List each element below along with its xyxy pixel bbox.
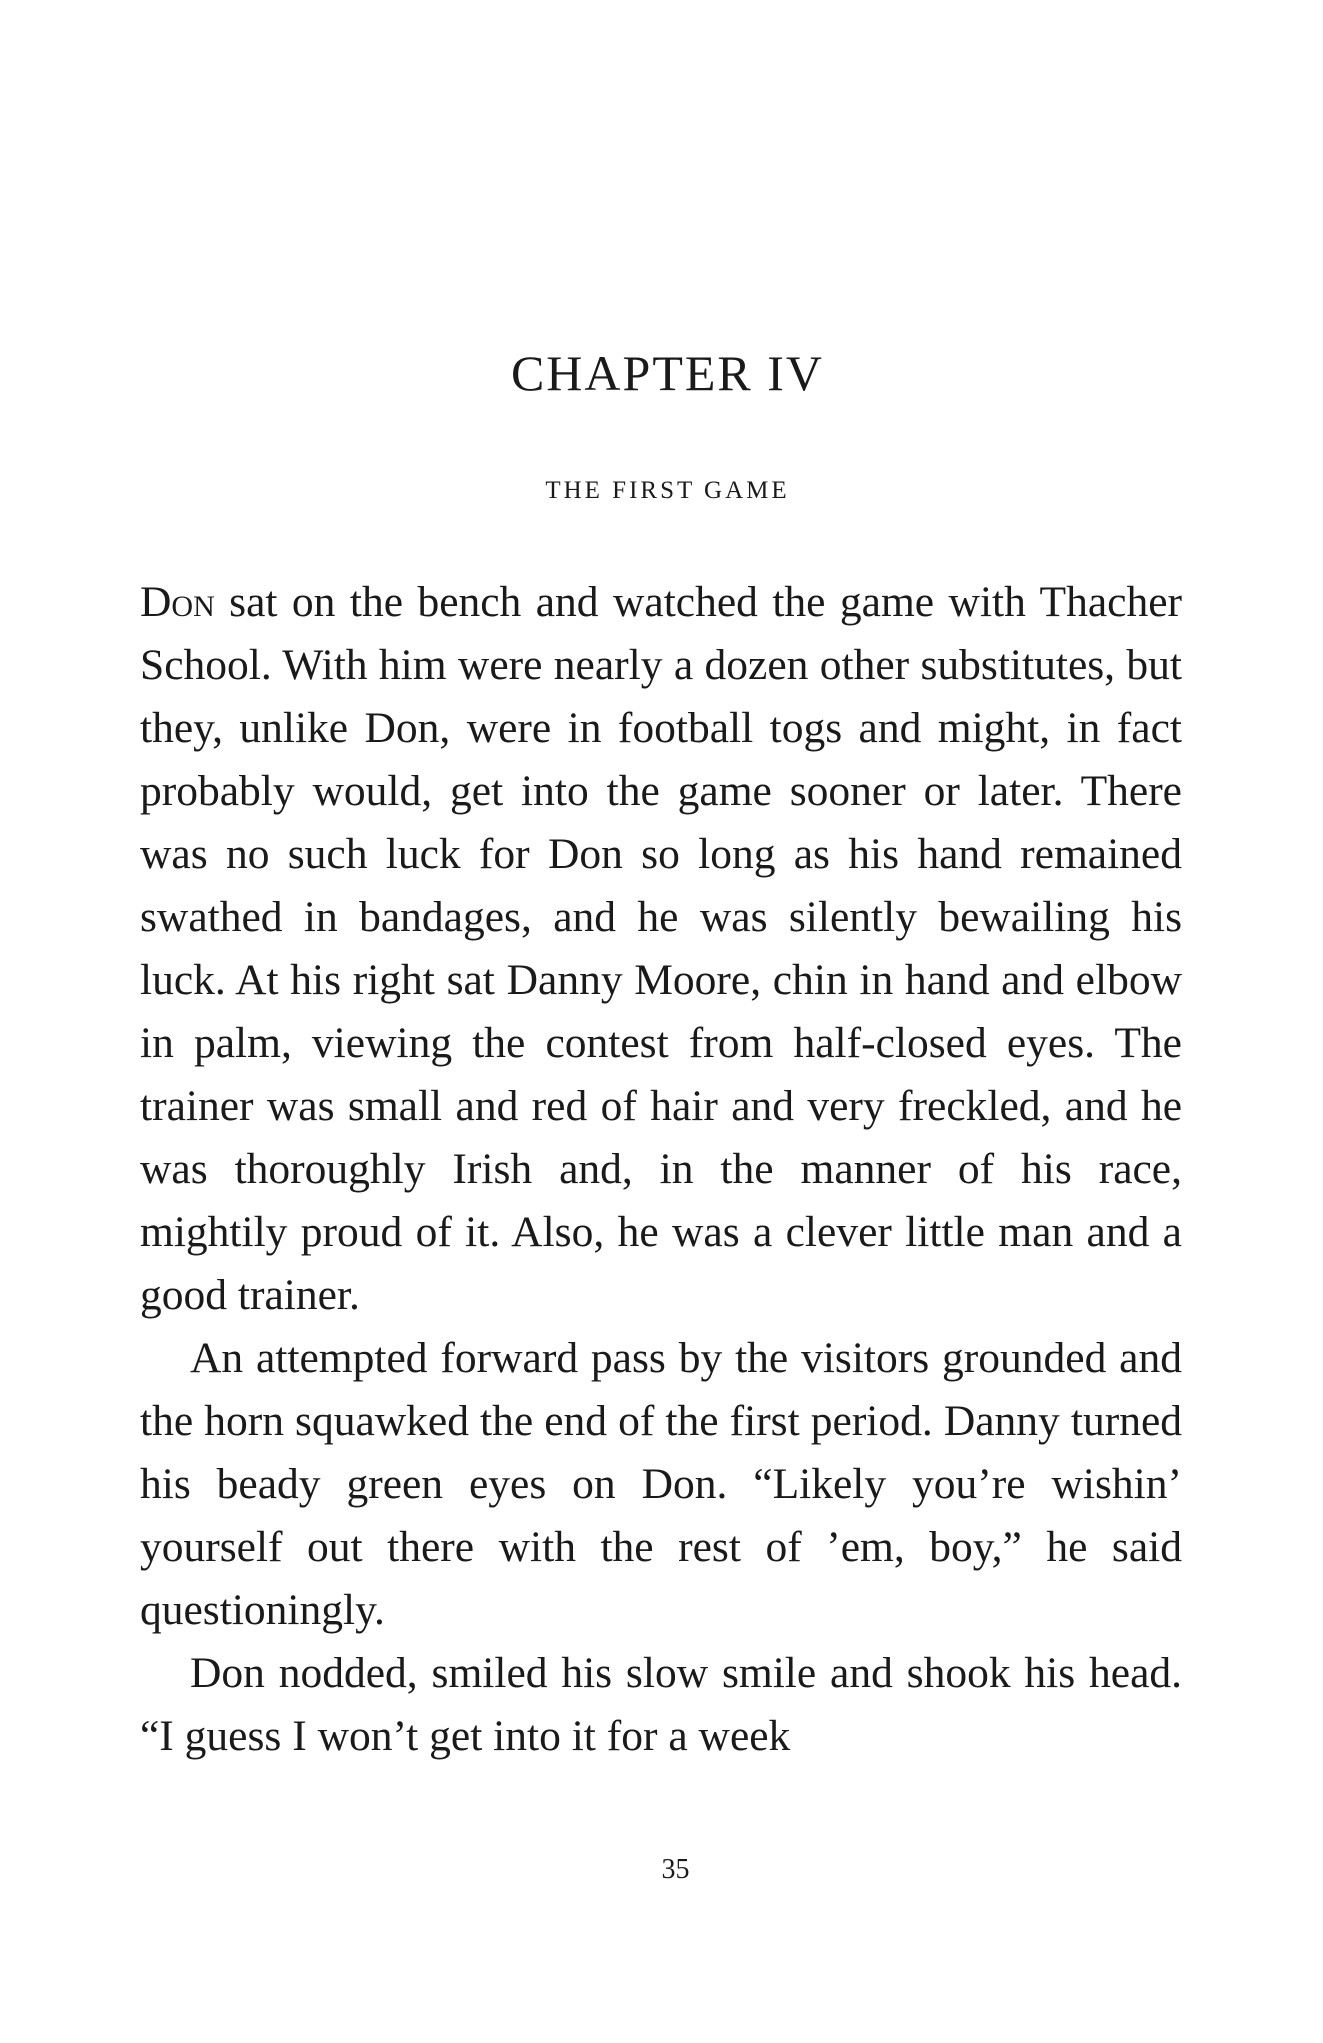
paragraph-text: sat on the bench and watched the game with Thacher School. With him were nearly a dozen other substitutes, but they, unlike Don, were in football togs and might, in fact probably would, get into the game sooner or later. There was no such luck for Don so long as his hand remained swathed in bandages, and he was silently bewailing his luck. At his right sat Danny Moore, chin in hand and elbow in palm, viewing the contest from half-closed eyes. The trainer was small and red of hair and very freckled, and he was thoroughly Irish and, in the manner of his race, mightily proud of it. Also, he was a clever little man and a good trainer. xyxy=(140,578,1182,1319)
paragraph: An attempted forward pass by the visitors grounded and the horn squawked the end of the first period. Danny turned his beady green eyes on Don. “Likely you’re wishin’ yourself out there with the rest of ’em, boy,” he said questioningly. xyxy=(140,1334,1182,1634)
chapter-title: CHAPTER IV xyxy=(510,345,825,401)
paragraph xyxy=(140,571,1182,1327)
paragraph-lead-word: Don xyxy=(140,578,215,626)
page-number: 35 xyxy=(661,1854,690,1885)
paragraph: Don nodded, smiled his slow smile and shook his head. “I guess I won’t get into it for a week xyxy=(140,1649,1182,1760)
body-text xyxy=(140,571,1182,1768)
chapter-subtitle: THE FIRST GAME xyxy=(545,477,790,504)
